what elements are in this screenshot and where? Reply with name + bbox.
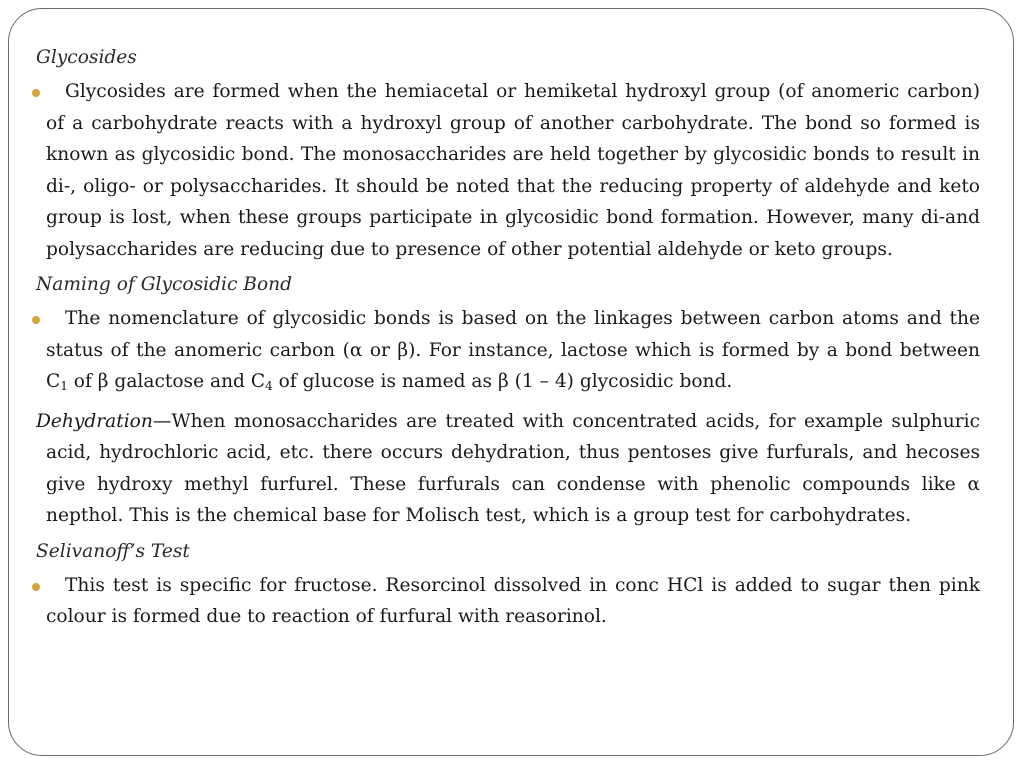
- naming-text-1: The nomenclature of glycosidic bonds is based on the linkages between carbon atoms and the status of the anomeric carbon (α or β). For instance, lactose which is formed by a bond between C: [46, 308, 980, 392]
- subscript-4: 4: [265, 379, 273, 393]
- paragraph-selivanoff-text: This test is specific for fructose. Resorcinol dissolved in conc HCl is added to sugar then pink colour is formed due to reaction of furfural with reasorinol.: [46, 574, 980, 627]
- paragraph-glycosides-text: Glycosides are formed when the hemiacetal or hemiketal hydroxyl group (of anomeric carbon) of a carbohydrate reacts with a hydroxyl group of another carbohydrate. The bond so formed is known as glycosidic bond. The monosaccharides are held together by glycosidic bonds to result in di-, oligo- or polysaccharides. It should be noted that the reducing property of aldehyde and keto group is lost, when these groups participate in glycosidic bond formation. However, many di-and polysaccharides are reducing due to presence of other potential aldehyde or keto groups.: [46, 81, 980, 260]
- subscript-1: 1: [60, 379, 68, 393]
- bullet-icon: [32, 316, 40, 324]
- bullet-icon: [32, 89, 40, 97]
- heading-naming: Naming of Glycosidic Bond: [36, 274, 293, 295]
- paragraph-naming: [36, 303, 980, 398]
- heading-glycosides: Glycosides: [36, 47, 137, 68]
- naming-text-3: of glucose is named as β (1 – 4) glycosidic bond.: [272, 371, 733, 392]
- bullet-icon: [32, 583, 40, 591]
- paragraph-dehydration: [36, 406, 980, 532]
- paragraph-glycosides: [36, 76, 980, 265]
- paragraph-selivanoff: [36, 570, 980, 633]
- slide-content: [36, 42, 980, 637]
- dehydration-text: —When monosaccharides are treated with concentrated acids, for example sulphuric acid, hydrochloric acid, etc. there occurs dehydration, thus pentoses give furfurals, and hecoses give hydroxy methyl furfurel. These furfurals can condense with phenolic compounds like α nepthol. This is the chemical base for Molisch test, which is a group test for carbohydrates.: [46, 410, 980, 526]
- heading-selivanoff: Selivanoff’s Test: [36, 540, 190, 562]
- naming-text-2: of β galactose and C: [67, 371, 266, 392]
- dehydration-lead: Dehydration: [36, 410, 153, 432]
